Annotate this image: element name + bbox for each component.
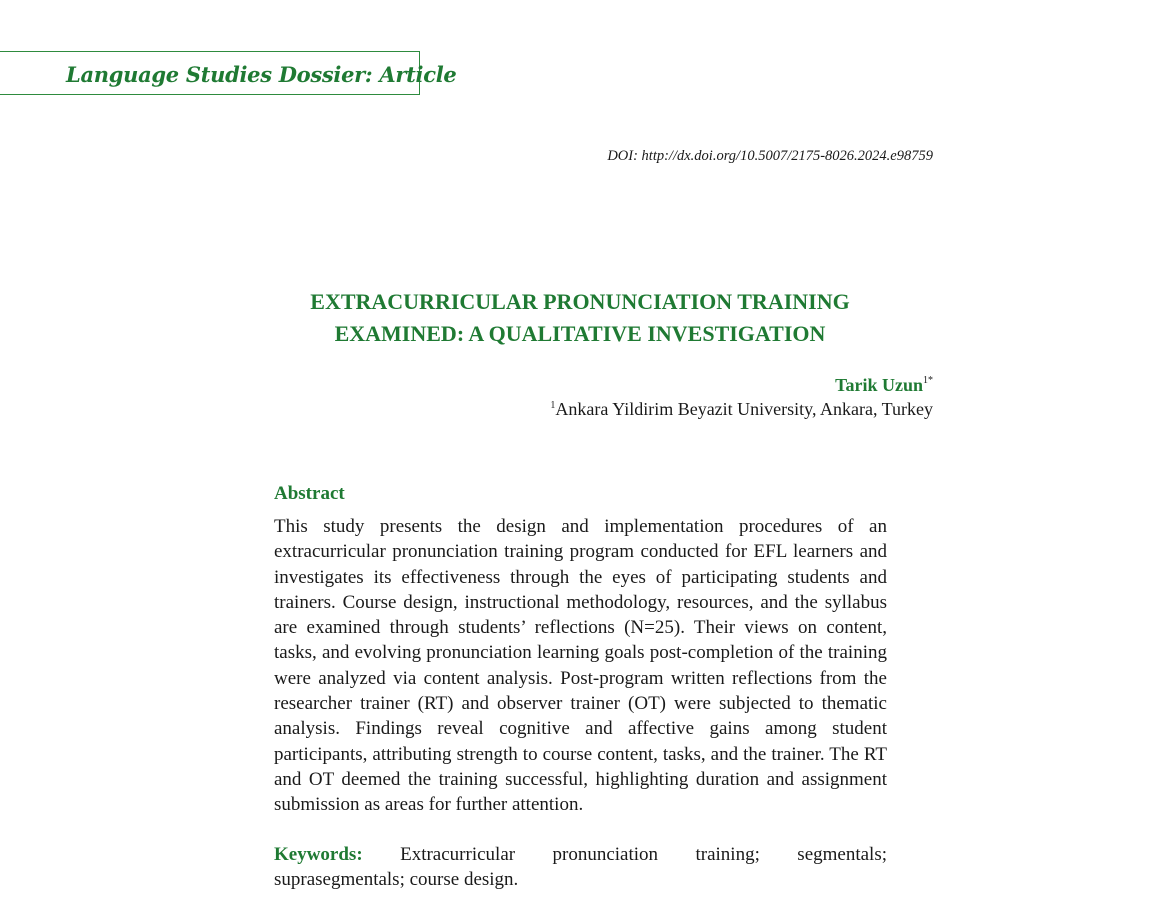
abstract-heading: Abstract	[274, 483, 345, 504]
keywords	[274, 842, 887, 893]
keywords-label: Keywords:	[274, 844, 363, 865]
article-title-line-1: EXTRACURRICULAR PRONUNCIATION TRAINING	[310, 289, 850, 314]
doi-link[interactable]: DOI: http://dx.doi.org/10.5007/2175-8026.2024.e98759	[607, 148, 933, 164]
author-name: Tarik Uzun	[835, 375, 923, 395]
section-label: Language Studies Dossier: Article	[66, 62, 457, 87]
article-title	[230, 286, 930, 350]
article-title-line-2: EXAMINED: A QUALITATIVE INVESTIGATION	[334, 321, 826, 346]
author-marker: 1*	[923, 375, 933, 386]
section-label-box	[0, 51, 457, 95]
author	[835, 375, 933, 396]
affiliation-text: Ankara Yildirim Beyazit University, Ankara, Turkey	[555, 399, 933, 419]
keywords-text: Extracurricular pronunciation training; segmentals; suprasegmentals; course design.	[274, 844, 887, 891]
affiliation	[550, 399, 933, 420]
abstract-body: This study presents the design and implementation procedures of an extracurricular pronunciation training program conducted for EFL learners and investigates its effectiveness through the eyes of participating students and trainers. Course design, instructional methodology, resources, and the syllabus are examined through students’ reflections (N=25). Their views on content, tasks, and evolving pronunciation learning goals post-completion of the training were analyzed via content analysis. Post-program written reflections from the researcher trainer (RT) and observer trainer (OT) were subjected to thematic analysis. Findings reveal cognitive and affective gains among student participants, attributing strength to course content, tasks, and the trainer. The RT and OT deemed the training successful, highlighting duration and assignment submission as areas for further attention.	[274, 516, 887, 816]
affiliation-marker: 1	[550, 400, 556, 411]
